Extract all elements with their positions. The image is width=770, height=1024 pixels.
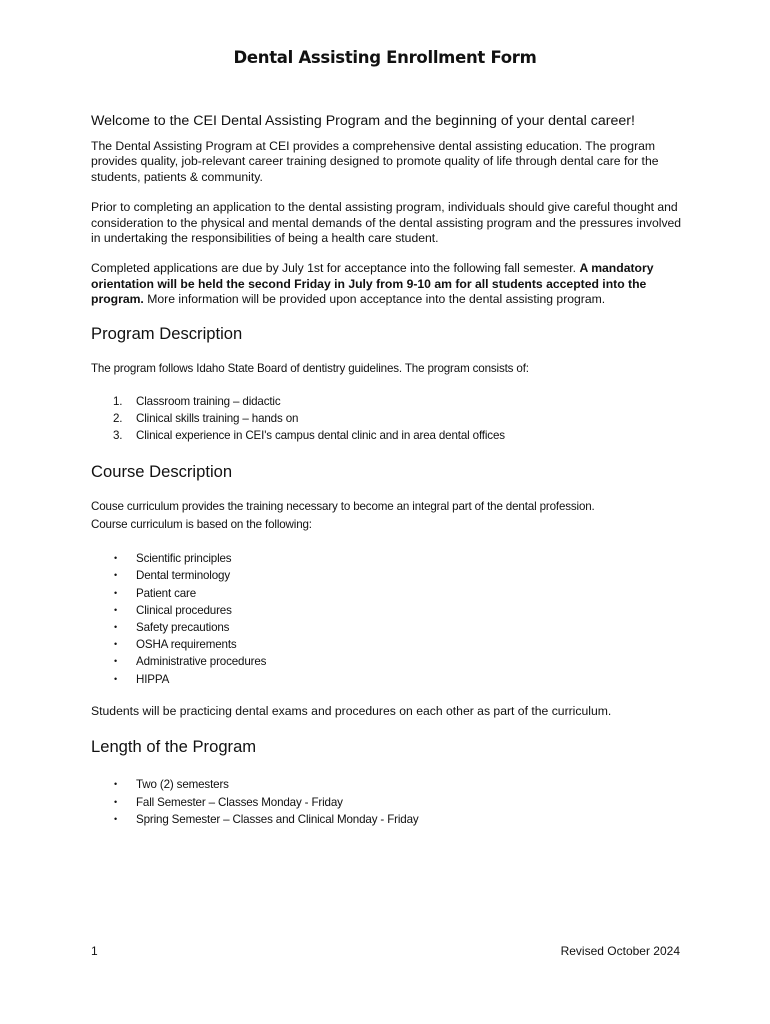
deadline-text: Completed applications are due by July 1st for acceptance into the following fall semester. — [91, 261, 580, 276]
program-description-intro: The program follows Idaho State Board of dentistry guidelines. The program consists of: — [91, 361, 529, 375]
bullet-icon: • — [114, 813, 118, 824]
page-footer — [91, 944, 680, 958]
list-item-text: OSHA requirements — [136, 638, 237, 652]
list-item-text: Clinical skills training – hands on — [136, 411, 299, 425]
list-item-text: Safety precautions — [136, 621, 230, 635]
list-item — [91, 811, 691, 828]
list-item-text: Spring Semester – Classes and Clinical Monday - Friday — [136, 812, 419, 826]
list-item — [91, 410, 691, 427]
bullet-icon: • — [114, 570, 118, 581]
list-item — [91, 427, 691, 444]
list-item — [91, 393, 691, 410]
bullet-icon: • — [114, 639, 118, 650]
list-item-text: HIPPA — [136, 672, 170, 686]
list-item-text: Scientific principles — [136, 552, 232, 566]
list-item-text: Clinical procedures — [136, 603, 232, 617]
course-intro-line-1: Couse curriculum provides the training necessary to become an integral part of the dental profession. — [91, 500, 595, 514]
list-number: 1. — [113, 394, 123, 408]
list-item-text: Administrative procedures — [136, 655, 267, 669]
bullet-icon: • — [114, 673, 118, 684]
list-item — [91, 636, 691, 653]
list-number: 3. — [113, 429, 123, 443]
course-description-heading: Course Description — [91, 462, 233, 482]
program-description-heading: Program Description — [91, 323, 243, 343]
page-number: 1 — [91, 944, 98, 958]
prior-paragraph: Prior to completing an application to the dental assisting program, individuals should give careful thought and consideration to the physical and mental demands of the dental assisting program and the pressures involved in undertaking the responsibilities of being a health care student. — [91, 200, 682, 246]
list-item-text: Fall Semester – Classes Monday - Friday — [136, 795, 343, 809]
list-item — [91, 794, 691, 811]
bullet-icon: • — [114, 553, 118, 564]
list-item — [91, 602, 691, 619]
bullet-icon: • — [114, 779, 118, 790]
length-list — [91, 776, 691, 828]
list-item-text: Patient care — [136, 586, 197, 600]
list-item — [91, 567, 691, 584]
curriculum-list — [91, 550, 691, 688]
orientation-notice: A mandatory orientation will be held the second Friday in July from 9-10 am for all students accepted into the program. — [91, 261, 654, 307]
welcome-heading: Welcome to the CEI Dental Assisting Program and the beginning of your dental career! — [91, 113, 635, 129]
list-item-text: Two (2) semesters — [136, 778, 229, 792]
program-components-list — [91, 393, 691, 445]
bullet-icon: • — [114, 622, 118, 633]
list-item — [91, 671, 691, 688]
course-intro-line-2: Course curriculum is based on the following: — [91, 517, 312, 531]
list-item — [91, 550, 691, 567]
list-item — [91, 585, 691, 602]
deadline-more-info: More information will be provided upon acceptance into the dental assisting program. — [143, 292, 606, 307]
bullet-icon: • — [114, 604, 118, 615]
bullet-icon: • — [114, 587, 118, 598]
list-item-text: Dental terminology — [136, 569, 230, 583]
list-item-text: Clinical experience in CEI's campus dental clinic and in area dental offices — [136, 429, 505, 443]
intro-paragraph: The Dental Assisting Program at CEI provides a comprehensive dental assisting education. The program provides quality, job-relevant career training designed to promote quality of life through dental care for the students, patients & community. — [91, 139, 659, 184]
list-item-text: Classroom training – didactic — [136, 394, 281, 408]
document-title: Dental Assisting Enrollment Form — [233, 48, 537, 67]
curriculum-note: Students will be practicing dental exams and procedures on each other as part of the curriculum. — [91, 703, 612, 718]
revision-date: Revised October 2024 — [560, 944, 680, 958]
length-heading: Length of the Program — [91, 737, 257, 757]
list-item — [91, 653, 691, 670]
bullet-icon: • — [114, 796, 118, 807]
list-item — [91, 619, 691, 636]
deadline-paragraph — [91, 261, 691, 307]
bullet-icon: • — [114, 656, 118, 667]
document-body — [91, 112, 691, 828]
list-item — [91, 776, 691, 793]
list-number: 2. — [113, 411, 123, 425]
course-description-intro — [91, 498, 691, 533]
